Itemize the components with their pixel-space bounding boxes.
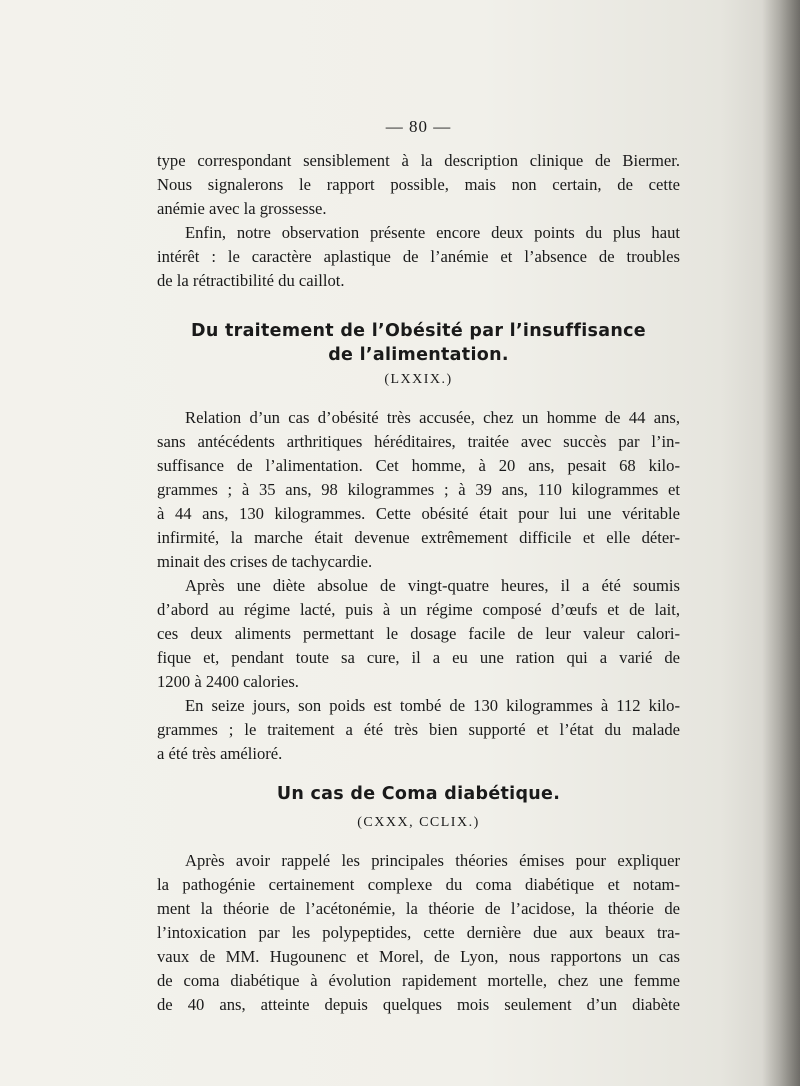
paragraph-line: grammes ; à 35 ans, 98 kilogrammes ; à 39 ans, 110 kilogrammes et [157, 480, 680, 499]
paragraph-line: vaux de MM. Hugounenc et Morel, de Lyon, nous rapportons un cas [157, 947, 680, 966]
paragraph-line: Enfin, notre observation présente encore deux points du plus haut [185, 223, 680, 242]
paragraph-line: a été très amélioré. [157, 744, 283, 763]
paragraph-line: En seize jours, son poids est tombé de 130 kilogrammes à 112 kilo- [185, 696, 680, 715]
paragraph-line: type correspondant sensiblement à la description clinique de Biermer. [157, 151, 680, 170]
paragraph-line: l’intoxication par les polypeptides, cette dernière due aux beaux tra- [157, 923, 680, 942]
paragraph-line: Nous signalerons le rapport possible, mais non certain, de cette [157, 175, 680, 194]
paragraph-line: de 40 ans, atteinte depuis quelques mois seulement d’un diabète [157, 995, 680, 1014]
paragraph-line: Après une diète absolue de vingt-quatre heures, il a été soumis [185, 576, 680, 595]
paragraph-line: fique et, pendant toute sa cure, il a eu une ration qui a varié de [157, 648, 680, 667]
paragraph-line: suffisance de l’alimentation. Cet homme, à 20 ans, pesait 68 kilo- [157, 456, 680, 475]
paragraph-line: Relation d’un cas d’obésité très accusée, chez un homme de 44 ans, [185, 408, 680, 427]
paragraph-line: minait des crises de tachycardie. [157, 552, 373, 571]
paragraph-line: infirmité, la marche était devenue extrêmement difficile et elle déter- [157, 528, 680, 547]
paragraph-line: sans antécédents arthritiques héréditaires, traitée avec succès par l’in- [157, 432, 680, 451]
paragraph-line: anémie avec la grossesse. [157, 199, 327, 218]
section-heading: Un cas de Coma diabétique. [276, 784, 561, 804]
section-heading: Du traitement de l’Obésité par l’insuffisance [191, 321, 646, 341]
paragraph-line: de la rétractibilité du caillot. [157, 271, 345, 290]
section-reference: (CXXX, CCLIX.) [357, 815, 480, 830]
paragraph-line: 1200 à 2400 calories. [157, 672, 299, 691]
paragraph-line: ment la théorie de l’acétonémie, la théorie de l’acidose, la théorie de [157, 899, 680, 918]
binding-shadow [762, 0, 800, 1086]
paragraph-line: de coma diabétique à évolution rapidement mortelle, chez une femme [157, 971, 680, 990]
section-heading: de l’alimentation. [328, 345, 509, 365]
paragraph-line: à 44 ans, 130 kilogrammes. Cette obésité était pour lui une véritable [157, 504, 680, 523]
paragraph-line: grammes ; le traitement a été très bien supporté et l’état du malade [157, 720, 680, 739]
section-reference: (LXXIX.) [384, 372, 453, 387]
paragraph-line: Après avoir rappelé les principales théories émises pour expliquer [185, 851, 680, 870]
paragraph-line: d’abord au régime lacté, puis à un régime composé d’œufs et de lait, [157, 600, 680, 619]
page-number: — 80 — [385, 117, 452, 136]
paragraph-line: intérêt : le caractère aplastique de l’anémie et l’absence de troubles [157, 247, 680, 266]
paragraph-line: la pathogénie certainement complexe du coma diabétique et notam- [157, 875, 680, 894]
paragraph-line: ces deux aliments permettant le dosage facile de leur valeur calori- [157, 624, 680, 643]
